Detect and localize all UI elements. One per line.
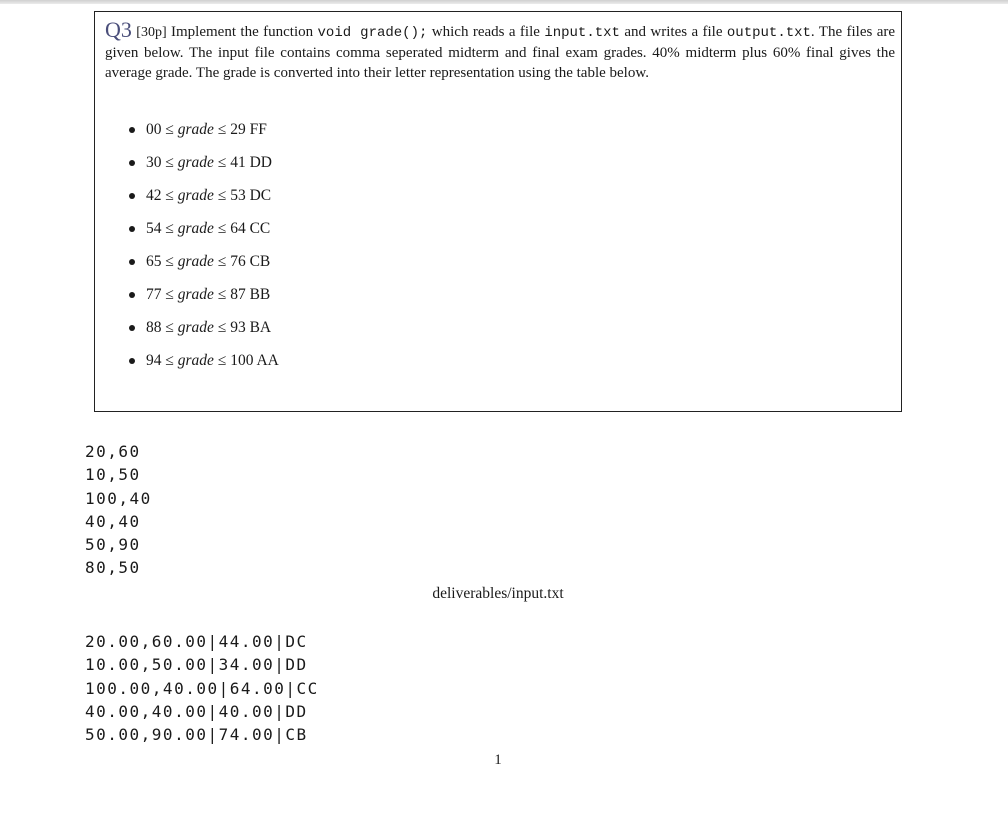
- grade-letter: BA: [249, 319, 272, 336]
- grade-low: 00: [146, 121, 162, 138]
- question-points: [30p]: [136, 25, 167, 40]
- leq-symbol: ≤: [165, 154, 174, 171]
- input-line: 20,60: [85, 442, 141, 461]
- question-text-1: Implement the function: [166, 24, 318, 40]
- grade-word: grade: [177, 220, 214, 237]
- grade-range-item: [129, 153, 279, 186]
- leq-symbol: ≤: [217, 121, 227, 138]
- grade-word: grade: [177, 154, 214, 171]
- grade-low: 42: [146, 187, 162, 204]
- grade-range-item: [129, 285, 279, 318]
- leq-symbol: ≤: [217, 352, 227, 369]
- input-file-caption: deliverables/input.txt: [432, 585, 564, 602]
- grade-word: grade: [177, 286, 214, 303]
- grade-high: 64: [230, 220, 246, 237]
- input-line: 40,40: [85, 511, 141, 531]
- leq-symbol: ≤: [217, 253, 227, 270]
- grade-high: 87: [230, 286, 246, 303]
- viewer-top-edge: [0, 0, 1008, 4]
- leq-symbol: ≤: [217, 154, 227, 171]
- grade-word: grade: [177, 121, 214, 138]
- question-number: Q3: [105, 17, 132, 42]
- input-file-listing: [85, 440, 152, 580]
- grade-letter: AA: [256, 352, 279, 369]
- function-signature: void grade();: [317, 25, 428, 41]
- question-paragraph: [105, 17, 896, 83]
- grade-word: grade: [177, 253, 214, 270]
- leq-symbol: ≤: [217, 220, 227, 237]
- output-filename: output.txt: [726, 25, 811, 41]
- leq-symbol: ≤: [165, 121, 174, 138]
- question-text-2: which reads a file: [427, 24, 545, 40]
- input-filename: input.txt: [544, 25, 620, 41]
- grade-letter: CB: [249, 253, 271, 270]
- leq-symbol: ≤: [217, 286, 227, 303]
- grade-letter: BB: [249, 286, 271, 303]
- grade-word: grade: [177, 187, 214, 204]
- input-line: 50,90: [85, 535, 141, 555]
- grade-range-item: [129, 318, 279, 351]
- grade-low: 54: [146, 220, 162, 237]
- grade-letter: DC: [249, 187, 272, 204]
- grade-high: 100: [230, 352, 254, 369]
- grade-range-item: [129, 120, 279, 153]
- leq-symbol: ≤: [165, 253, 174, 270]
- output-line: 50.00,90.00|74.00|CB: [85, 725, 308, 745]
- question-box: [94, 11, 902, 412]
- grade-range-item: [129, 186, 279, 219]
- grade-high: 53: [230, 187, 246, 204]
- grade-low: 88: [146, 319, 162, 336]
- grade-letter: DD: [249, 154, 272, 171]
- grade-low: 77: [146, 286, 162, 303]
- grade-range-item: [129, 252, 279, 285]
- leq-symbol: ≤: [165, 352, 174, 369]
- grade-letter: CC: [249, 220, 271, 237]
- leq-symbol: ≤: [165, 220, 174, 237]
- output-line: 40.00,40.00|40.00|DD: [85, 701, 308, 721]
- question-text-3: and writes a file: [619, 24, 727, 40]
- input-line: 80,50: [85, 558, 141, 578]
- grade-low: 30: [146, 154, 162, 171]
- leq-symbol: ≤: [165, 319, 174, 336]
- grade-word: grade: [177, 319, 214, 336]
- output-line: 100.00,40.00|64.00|CC: [85, 678, 319, 698]
- input-line: 100,40: [85, 488, 152, 508]
- output-line: 10.00,50.00|34.00|DD: [85, 655, 308, 675]
- grade-low: 65: [146, 253, 162, 270]
- grade-low: 94: [146, 352, 162, 369]
- grade-letter: FF: [249, 121, 267, 138]
- grade-word: grade: [177, 352, 214, 369]
- input-line: 10,50: [85, 465, 141, 485]
- grade-range-item: [129, 219, 279, 252]
- grade-table-list: [129, 120, 279, 384]
- grade-range-item: [129, 351, 279, 384]
- grade-high: 76: [230, 253, 246, 270]
- leq-symbol: ≤: [165, 187, 174, 204]
- output-file-listing: [85, 630, 319, 746]
- leq-symbol: ≤: [217, 187, 227, 204]
- grade-high: 29: [230, 121, 246, 138]
- grade-high: 41: [230, 154, 246, 171]
- question-text-4: . The files are given below. The input file contains comma seperated midterm and final exam grades. 40% midterm plus 60% final gives the average grade. The grade is converted into their letter representation using the table below.: [105, 24, 896, 81]
- page-number: 1: [494, 752, 502, 768]
- grade-high: 93: [230, 319, 246, 336]
- leq-symbol: ≤: [217, 319, 227, 336]
- output-line: 20.00,60.00|44.00|DC: [85, 632, 308, 651]
- leq-symbol: ≤: [165, 286, 174, 303]
